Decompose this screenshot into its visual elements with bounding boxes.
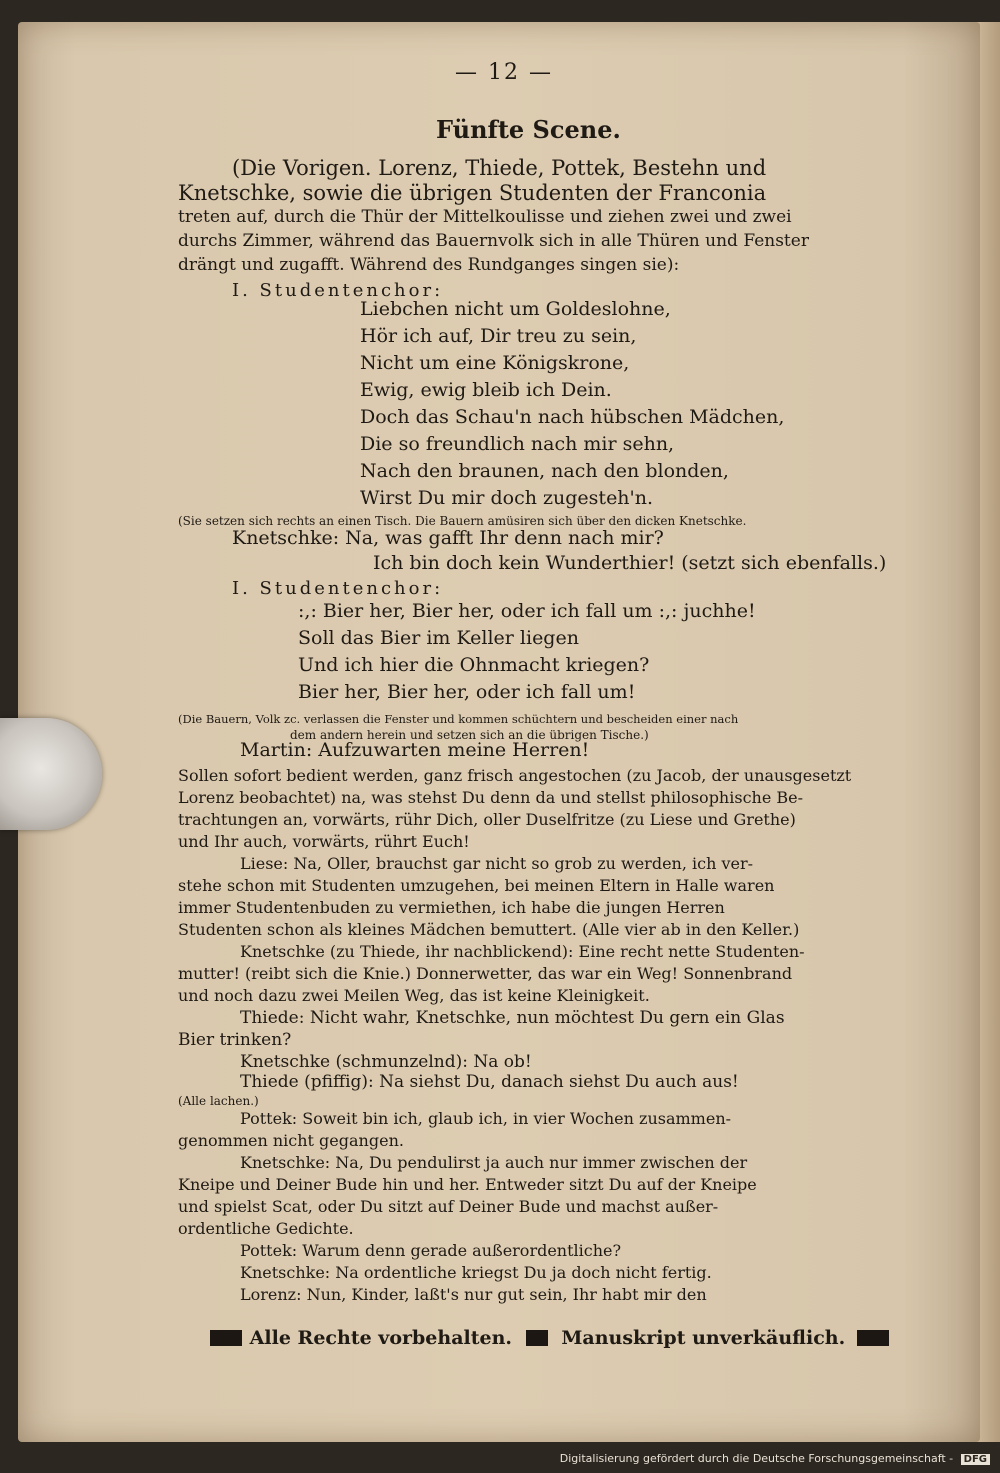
dialogue-line: stehe schon mit Studenten umzugehen, bei meinen Eltern in Halle waren: [178, 876, 775, 895]
verse-line: Nach den braunen, nach den blonden,: [360, 460, 729, 482]
footer-notice: [210, 1324, 850, 1356]
stage-direction-line: Knetschke, sowie die übrigen Studenten der Franconia: [178, 181, 767, 205]
stage-direction-line: (Die Vorigen. Lorenz, Thiede, Pottek, Bestehn und: [232, 156, 767, 180]
dialogue-line: Martin: Aufzuwarten meine Herren!: [240, 739, 590, 761]
dfg-logo: DFG: [961, 1454, 990, 1465]
footer-bar: [526, 1330, 548, 1346]
verse-line: :,: Bier her, Bier her, oder ich fall um :,: juchhe!: [298, 600, 756, 622]
dialogue-line: Pottek: Soweit bin ich, glaub ich, in vier Wochen zusammen-: [240, 1109, 732, 1128]
footer-manuscript: Manuskript unverkäuflich.: [561, 1327, 846, 1349]
dialogue-line: Knetschke: Na, was gafft Ihr denn nach mir?: [232, 527, 664, 549]
speaker-label: I. Studentenchor:: [232, 578, 444, 599]
dialogue-line: und Ihr auch, vorwärts, rührt Euch!: [178, 832, 470, 851]
page-number: — 12 —: [455, 60, 553, 85]
verse-line: Liebchen nicht um Goldeslohne,: [360, 298, 671, 320]
dialogue-line: ordentliche Gedichte.: [178, 1219, 354, 1238]
dialogue-line: Knetschke: Na, Du pendulirst ja auch nur immer zwischen der: [240, 1153, 748, 1172]
dialogue-line: Thiede (pfiffig): Na siehst Du, danach siehst Du auch aus!: [240, 1072, 739, 1092]
dialogue-line: mutter! (reibt sich die Knie.) Donnerwetter, das war ein Weg! Sonnenbrand: [178, 964, 793, 983]
dialogue-line: Knetschke (zu Thiede, ihr nachblickend): Eine recht nette Studenten-: [240, 942, 805, 961]
footer-bar: [857, 1330, 889, 1346]
dialogue-line: Kneipe und Deiner Bude hin und her. Entweder sitzt Du auf der Kneipe: [178, 1175, 757, 1194]
verse-line: Nicht um eine Königskrone,: [360, 352, 630, 374]
verse-line: Doch das Schau'n nach hübschen Mädchen,: [360, 406, 785, 428]
digitization-text: Digitalisierung gefördert durch die Deutsche Forschungsgemeinschaft -: [559, 1452, 954, 1465]
stage-direction-line: (Sie setzen sich rechts an einen Tisch. Die Bauern amüsiren sich über den dicken Knetschke.: [178, 514, 747, 528]
dialogue-line: Thiede: Nicht wahr, Knetschke, nun möchtest Du gern ein Glas: [240, 1008, 785, 1028]
dialogue-line: immer Studentenbuden zu vermiethen, ich habe die jungen Herren: [178, 898, 725, 917]
stage-direction-line: dem andern herein und setzen sich an die übrigen Tische.): [290, 728, 649, 742]
dialogue-line: und spielst Scat, oder Du sitzt auf Deiner Bude und machst außer-: [178, 1197, 719, 1216]
scene-title: Fünfte Scene.: [436, 115, 621, 144]
verse-line: Wirst Du mir doch zugesteh'n.: [360, 487, 654, 509]
dialogue-line: genommen nicht gegangen.: [178, 1131, 404, 1150]
dialogue-line: Ich bin doch kein Wunderthier! (setzt sich ebenfalls.): [373, 552, 887, 574]
stage-direction-line: treten auf, durch die Thür der Mittelkoulisse und ziehen zwei und zwei: [178, 207, 792, 227]
stage-direction-line: drängt und zugafft. Während des Rundganges singen sie):: [178, 255, 680, 275]
dialogue-line: Pottek: Warum denn gerade außerordentliche?: [240, 1241, 622, 1260]
dialogue-line: Sollen sofort bedient werden, ganz frisch angestochen (zu Jacob, der unausgesetzt: [178, 766, 852, 785]
dialogue-line: trachtungen an, vorwärts, rühr Dich, oller Duselfritze (zu Liese und Grethe): [178, 810, 796, 829]
footer-rights: Alle Rechte vorbehalten.: [249, 1327, 513, 1349]
dialogue-line: Liese: Na, Oller, brauchst gar nicht so grob zu werden, ich ver-: [240, 854, 754, 873]
verse-line: Ewig, ewig bleib ich Dein.: [360, 379, 612, 401]
dialogue-line: und noch dazu zwei Meilen Weg, das ist keine Kleinigkeit.: [178, 986, 650, 1005]
verse-line: Die so freundlich nach mir sehn,: [360, 433, 675, 455]
footer-bar: [210, 1330, 242, 1346]
stage-direction-line: (Alle lachen.): [178, 1094, 259, 1108]
dialogue-line: Knetschke: Na ordentliche kriegst Du ja doch nicht fertig.: [240, 1263, 712, 1282]
dialogue-line: Knetschke (schmunzelnd): Na ob!: [240, 1052, 532, 1072]
dialogue-line: Bier trinken?: [178, 1030, 292, 1050]
digitization-credit: [560, 1452, 990, 1465]
verse-line: Soll das Bier im Keller liegen: [298, 627, 579, 649]
stage-direction-line: (Die Bauern, Volk zc. verlassen die Fenster und kommen schüchtern und bescheiden einer nach: [178, 712, 739, 726]
verse-line: Bier her, Bier her, oder ich fall um!: [298, 681, 636, 703]
dialogue-line: Lorenz: Nun, Kinder, laßt's nur gut sein, Ihr habt mir den: [240, 1285, 707, 1304]
verse-line: Und ich hier die Ohnmacht kriegen?: [298, 654, 650, 676]
verse-line: Hör ich auf, Dir treu zu sein,: [360, 325, 637, 347]
dialogue-line: Studenten schon als kleines Mädchen bemuttert. (Alle vier ab in den Keller.): [178, 920, 800, 939]
dialogue-line: Lorenz beobachtet) na, was stehst Du denn da und stellst philosophische Be-: [178, 788, 804, 807]
stage-direction-line: durchs Zimmer, während das Bauernvolk sich in alle Thüren und Fenster: [178, 231, 809, 251]
speaker-label: I. Studentenchor:: [232, 280, 444, 301]
